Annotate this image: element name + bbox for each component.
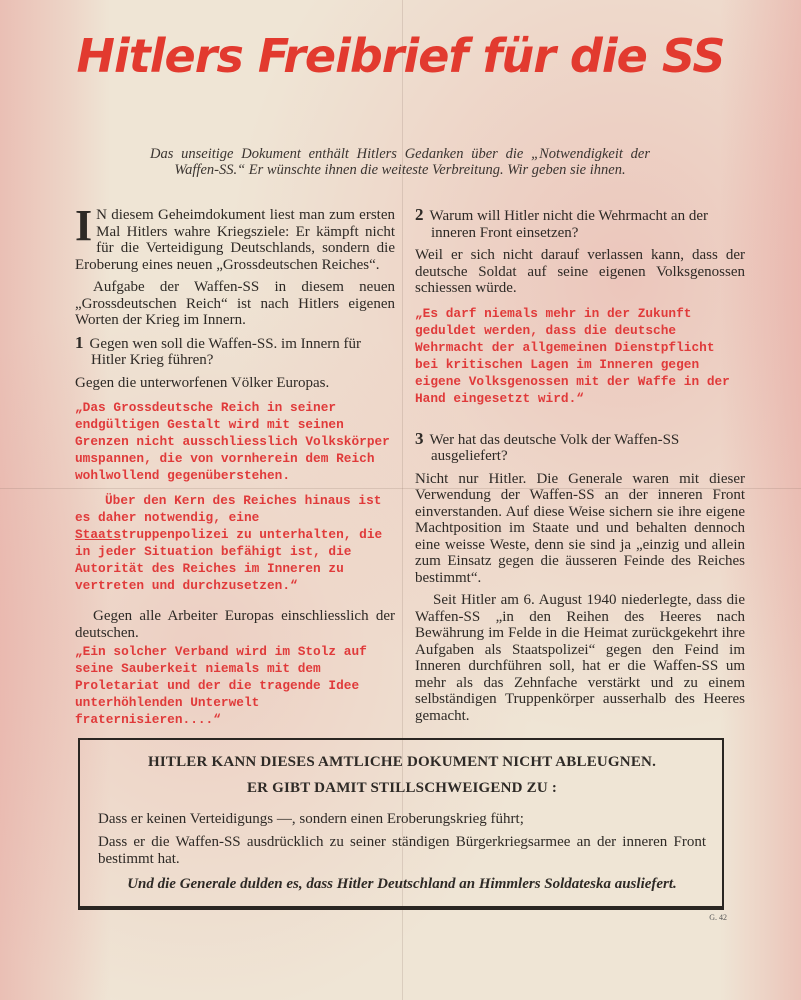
opening-text: N diesem Geheimdokument liest man zum ersten Mal Hitlers wahre Kriegsziele: Er kämpft nicht für die Verteidigung Deutschlands, sondern die Eroberung eines neuen „Grossdeutschen Reiches“. <box>75 207 395 273</box>
print-code: G. 42 <box>709 913 727 922</box>
quote-text: Über den Kern des Reiches hinaus ist es daher notwendig, eine <box>75 493 382 525</box>
answer: Weil er sich nicht darauf verlassen kann, dass der deutsche Soldat auf seine eigenen Volksgenossen schiessen würde. <box>415 247 745 296</box>
answer: Nicht nur Hitler. Die Generale waren mit dieser Verwendung der Waffen-SS an der inneren Front einverstanden. Auf diese Weise sichern sie ihre eigene Machtposition im Staate und und behalten dennoch eine weisse Weste, denn sie sind ja „einzig und allein zum Einsatz gegen die äusseren Feinde des Reiches bestimmt“. <box>415 470 745 586</box>
box-point: Dass er die Waffen-SS ausdrücklich zu seiner ständigen Bürgerkriegsarmee an der inneren Front bestimmt hat. <box>98 834 706 867</box>
answer: Gegen die unterworfenen Völker Europas. <box>75 374 330 391</box>
columns <box>75 201 745 728</box>
box-heading: ER GIBT DAMIT STILLSCHWEIGEND ZU : <box>246 780 558 796</box>
question-3 <box>415 428 745 465</box>
left-column <box>75 201 395 728</box>
quote: „Es darf niemals mehr in der Zukunft geduldet werden, dass die deutsche Wehrmacht der allgemeinen Dienstpflicht bei kritischen Lagen im Inneren gegen eigene Volksgenossen mit der Waffe in der Hand eingesetzt wird.“ <box>415 305 730 406</box>
paragraph: Seit Hitler am 6. August 1940 niederlegte, dass die Waffen-SS „in den Reihen des Heeres nach Bewährung im Felde in die Heimat zurückgekehrt ihre Aufgaben als Staatspolizei“ gegen den Feind im Inneren durchführen soll, hat er die Waffen-SS um mehr als das Zehnfache verstärkt und zu einem selbständigen Truppenkörper ausserhalb des Heeres gemacht. <box>415 592 745 724</box>
page-title: Hitlers Freibrief für die SS <box>76 29 725 83</box>
box-heading: HITLER KANN DIESES AMTLICHE DOKUMENT NICHT ABLEUGNEN. <box>147 754 657 770</box>
quote: „Ein solcher Verband wird im Stolz auf seine Sauberkeit niemals mit dem Proletariat und der die tragende Idee unterhöhlenden Unterwelt fraternisieren....“ <box>75 644 367 727</box>
box-point: Dass er keinen Verteidigungs —, sondern einen Eroberungskrieg führt; <box>98 811 524 827</box>
quote: „Das Grossdeutsche Reich in seiner endgültigen Gestalt wird mit seinen Grenzen nicht ausschliesslich Volkskörper umspannen, die von vornherein dem Reich wohlwollend gegenüberstehen. <box>75 400 390 483</box>
document-body <box>75 201 745 923</box>
question-number: 2 <box>415 205 424 224</box>
answer: Gegen alle Arbeiter Europas einschliesslich der deutschen. <box>75 608 395 641</box>
quote-text: truppenpolizei zu unterhalten, die in jeder Situation befähigt ist, die Autorität des Reiches im Inneren zu vertreten und durchzusetzen.“ <box>75 527 383 593</box>
intro-text: Das unseitige Dokument enthält Hitlers Gedanken über die „Notwendigkeit der Waffen-SS.“ Er wünschte ihnen die weiteste Verbreitung. Wir geben sie ihnen. <box>150 146 650 178</box>
question-text: Gegen wen soll die Waffen-SS. im Innern für Hitler Krieg führen? <box>89 335 362 368</box>
question-1 <box>75 332 395 369</box>
conclusion-box <box>78 738 724 910</box>
drop-cap: I <box>75 201 93 250</box>
question-number: 1 <box>75 332 84 352</box>
quote-underlined: Staats <box>75 527 122 542</box>
opening-paragraph <box>75 201 395 273</box>
question-2 <box>415 207 745 241</box>
question-number: 3 <box>415 428 424 448</box>
question-text: Wer hat das deutsche Volk der Waffen-SS ausgeliefert? <box>429 431 680 464</box>
question-text: Warum will Hitler nicht die Wehrmacht an der inneren Front einsetzen? <box>429 208 708 241</box>
right-column <box>415 207 745 724</box>
quote <box>75 492 395 594</box>
box-closing: Und die Generale dulden es, dass Hitler Deutschland an Himmlers Soldateska ausliefert. <box>127 876 677 892</box>
paragraph: Aufgabe der Waffen-SS in diesem neuen „Grossdeutschen Reich“ ist nach Hitlers eigenen Worten der Krieg im Innern. <box>75 279 395 328</box>
